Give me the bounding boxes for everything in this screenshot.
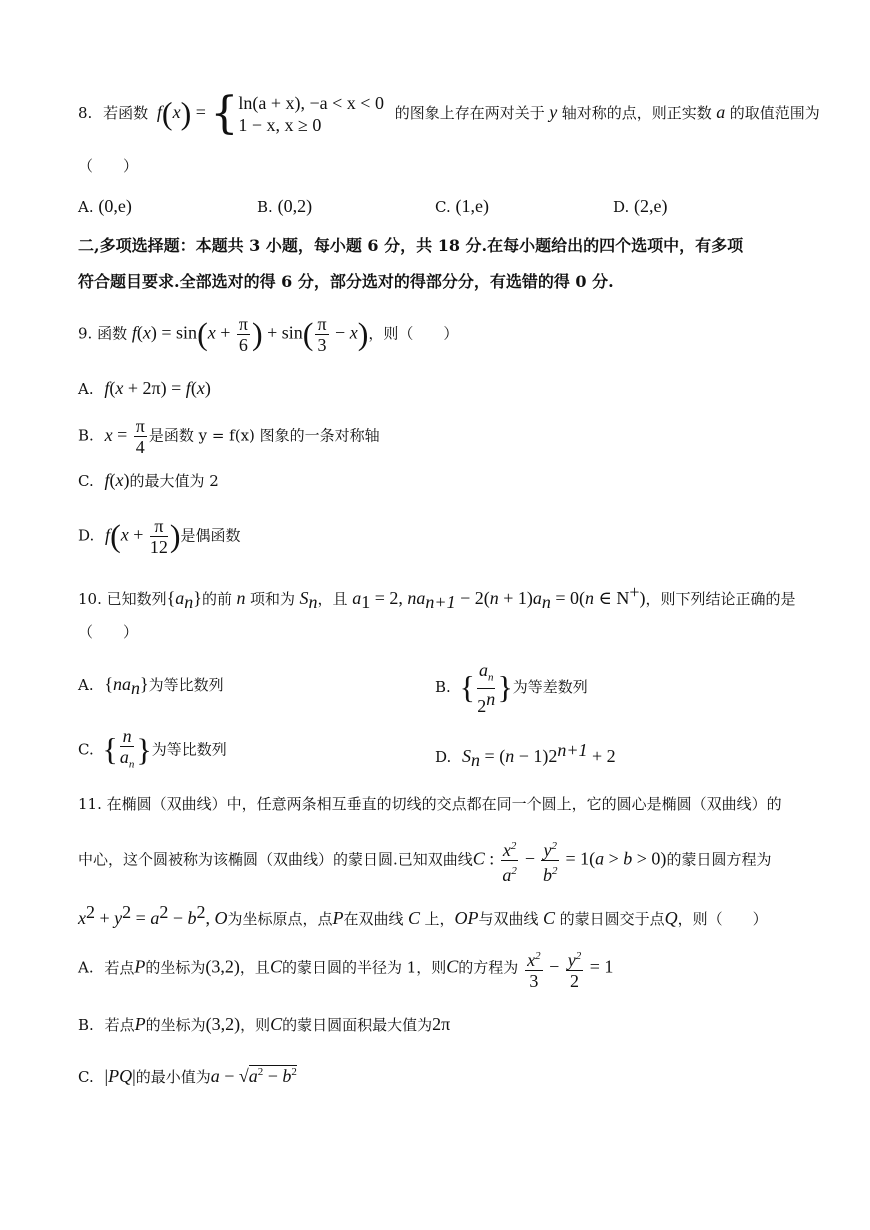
q10-line: 10. 已知数列$\{a_n\}$的前 n 项和为 $S_n$，且 $a_1 = 2$, $na_{n+1} - 2(n + 1)a_n = 0(n$ ∈ N+)，则下列结论正确的是 — [78, 582, 796, 612]
q10-option-c: C. { $\frac{n}{a_n}$ }为等比数列 — [78, 726, 227, 771]
q8-text-b: 的图象上存在两对关于 — [394, 104, 545, 122]
q8-blank: （ ） — [78, 157, 139, 175]
q10-number: 10. — [78, 590, 102, 608]
q10-option-d: D. $S_n = (n - 1)2^{n+1} + 2$ — [435, 740, 616, 770]
q8-piece-2: 1 − x, x ≥ 0 — [238, 115, 322, 135]
q9-option-b: B. x = $\frac{\pi}{4}$ 是函数 y = f(x) 图象的一条对称轴 — [78, 416, 380, 457]
q10-option-b: B. { $\frac{a_n}{2^n}$ }为等差数列 — [435, 660, 588, 716]
q9-option-d: D. f(x + $\frac{\pi}{12}$ )是偶函数 — [78, 516, 241, 557]
q8-text-c: 轴对称的点，则正实数 — [561, 104, 712, 122]
q8-text-d: 的取值范围为 — [729, 104, 820, 122]
q8-number: 8. — [78, 104, 93, 122]
q11-line1: 11. 在椭圆（双曲线）中，任意两条相互垂直的切线的交点都在同一个圆上，它的圆心是椭圆（双曲线）的 — [78, 795, 782, 813]
q8-option-c: C. (1,e) — [435, 196, 489, 216]
q10-blank: （ ） — [78, 623, 139, 641]
q9-text-b: ，则（ ） — [368, 324, 459, 343]
q11-line3: $x^2 + y^2 = a^2 - b^2$, O为坐标原点，点P在双曲线 C 上，OP与双曲线 C 的蒙日圆交于点Q，则（ ） — [78, 902, 768, 928]
q11-option-a: A. 若点P的坐标为(3,2)，且C的蒙日圆的半径为 1，则C的方程为 $\frac{x^2}{3}$ − $\frac{y^2}{2}$ = 1 — [78, 946, 613, 992]
q9-text-a: 函数 — [97, 324, 128, 343]
q8-line: 8. 若函数 f(x) = { ln(a + x), −a < x < 0 1 − x, x ≥ 0 的图象上存在两对关于 y 轴对称的点，则正实数 a 的取值范围为 — [78, 88, 820, 139]
q9-number: 9. — [78, 324, 93, 343]
q11-line2: 中心，这个圆被称为该椭圆（双曲线）的蒙日圆.已知双曲线C : $\frac{x^2}{a^2}$ − $\frac{y^2}{b^2}$ = 1(a > b > 0)的蒙日圆方程为 — [78, 836, 771, 882]
q9-option-a: A. f(x + 2π) = f(x) — [78, 378, 211, 398]
q8-brace: { — [210, 88, 239, 139]
q10-option-a: A. $\{na_n\}$为等比数列 — [78, 674, 224, 698]
q9-line: 9. 函数 f(x) = sin(x + $\frac{\pi}{6}$ ) + sin( $\frac{\pi}{3}$ − x)，则（ ） — [78, 314, 459, 355]
q8-option-b: B. (0,2) — [257, 196, 313, 216]
q8-option-a: A. (0,e) — [78, 196, 132, 216]
q11-number: 11. — [78, 795, 102, 813]
q8-piecewise — [238, 92, 384, 136]
q8-fx: f — [156, 102, 162, 122]
q11-option-c: C. |PQ|的最小值为$a - √a^2 - b^2$ — [78, 1066, 297, 1086]
section2-line1: 二,多项选择题：本题共 3 小题，每小题 6 分，共 18 分.在每小题给出的四个选项中，有多项 — [78, 236, 744, 255]
q11-option-b: B. 若点P的坐标为(3,2)，则C的蒙日圆面积最大值为2π — [78, 1014, 451, 1034]
q8-text-a: 若函数 — [103, 104, 149, 122]
q8-option-d: D. (2,e) — [613, 196, 668, 216]
section2-line2: 符合题目要求.全部选对的得 6 分，部分选对的得部分分，有选错的得 0 分. — [78, 272, 614, 291]
q9-option-c: C. f(x)的最大值为 2 — [78, 470, 219, 490]
q8-piece-1: ln(a + x), −a < x < 0 — [238, 93, 384, 113]
